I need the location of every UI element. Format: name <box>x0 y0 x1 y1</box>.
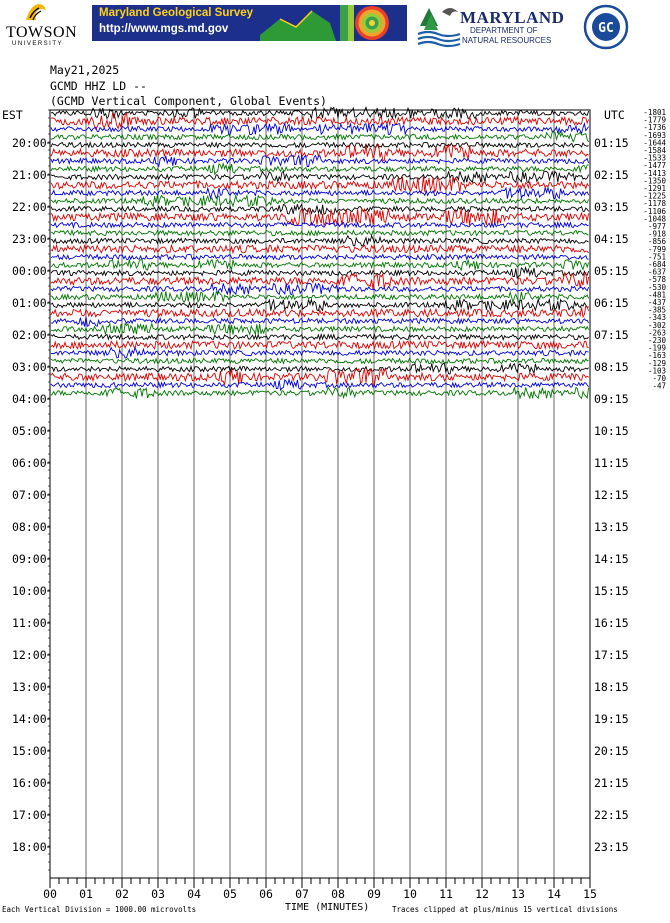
x-tick-label: 15 <box>583 887 597 901</box>
x-tick-label: 08 <box>331 887 345 901</box>
trace-offset-label: -103 <box>647 366 666 376</box>
trace-offset-label: -918 <box>647 229 666 239</box>
est-hour-label: 17:00 <box>12 808 47 822</box>
seismic-trace <box>51 358 589 363</box>
trace-offset-label: -47 <box>652 381 666 391</box>
seismic-trace <box>51 299 589 310</box>
trace-offset-label: -163 <box>647 351 666 361</box>
x-tick-label: 12 <box>475 887 489 901</box>
scale-note: Each Vertical Division = 1000.00 microvolts <box>2 905 197 914</box>
est-hour-label: 21:00 <box>12 168 47 182</box>
est-hour-label: 10:00 <box>12 584 47 598</box>
est-hour-label: 13:00 <box>12 680 47 694</box>
seismic-trace <box>51 230 589 235</box>
seismic-trace <box>51 334 589 339</box>
trace-offset-label: -1644 <box>643 138 666 148</box>
x-tick-label: 00 <box>43 887 57 901</box>
est-hour-label: 15:00 <box>12 744 47 758</box>
utc-hour-label: 11:15 <box>594 456 629 470</box>
est-hour-label: 23:00 <box>12 232 47 246</box>
est-hour-label: 11:00 <box>12 616 47 630</box>
trace-offset-label: -1106 <box>643 206 666 216</box>
station-code: GCMD HHZ LD -- <box>50 79 147 93</box>
trace-offset-label: -70 <box>652 374 666 383</box>
towson-subtitle: UNIVERSITY <box>12 41 64 47</box>
trace-offset-label: -684 <box>647 260 666 269</box>
utc-hour-label: 22:15 <box>594 808 629 822</box>
x-tick-label: 06 <box>259 887 273 901</box>
seismic-trace <box>51 123 589 134</box>
utc-hour-label: 23:15 <box>594 840 629 854</box>
est-hour-label: 16:00 <box>12 776 47 790</box>
utc-hour-label: 16:15 <box>594 616 629 630</box>
utc-hour-label: 06:15 <box>594 296 629 310</box>
est-hour-label: 06:00 <box>12 456 47 470</box>
trace-offset-label: -1779 <box>643 115 666 125</box>
towson-name: TOWSON <box>6 24 78 41</box>
trace-offset-label: -578 <box>647 275 666 285</box>
trace-offset-label: -302 <box>647 320 666 330</box>
seismic-trace <box>51 188 589 199</box>
trace-offset-label: -1533 <box>643 153 666 163</box>
trace-offset-label: -199 <box>647 343 666 353</box>
trace-offset-label: -1477 <box>643 161 666 171</box>
trace-offset-label: -1291 <box>643 184 666 193</box>
trace-offset-label: -230 <box>647 336 666 345</box>
x-tick-label: 05 <box>223 887 237 901</box>
trace-offset-label: -1350 <box>643 176 666 186</box>
utc-hour-label: 13:15 <box>594 520 629 534</box>
trace-offset-label: -637 <box>647 267 666 277</box>
trace-offset-label: -385 <box>647 305 666 315</box>
x-tick-label: 07 <box>295 887 309 901</box>
x-tick-label: 10 <box>403 887 417 901</box>
right-axis-label: UTC <box>604 108 625 122</box>
left-axis-label: EST <box>2 108 23 122</box>
garrett-mark: GC <box>598 21 614 36</box>
utc-hour-label: 17:15 <box>594 648 629 662</box>
trace-offset-label: -856 <box>647 237 666 247</box>
seismic-trace <box>51 236 589 246</box>
utc-hour-label: 14:15 <box>594 552 629 566</box>
seismic-trace <box>51 317 589 327</box>
utc-hour-label: 10:15 <box>594 424 629 438</box>
trace-offset-label: -977 <box>647 222 666 231</box>
seismic-trace <box>51 164 589 175</box>
x-tick-label: 04 <box>187 887 201 901</box>
est-hour-label: 03:00 <box>12 360 47 374</box>
trace-offset-label: -799 <box>647 244 666 254</box>
est-hour-label: 08:00 <box>12 520 47 534</box>
est-hour-label: 22:00 <box>12 200 47 214</box>
utc-hour-label: 12:15 <box>594 488 629 502</box>
trace-offset-label: -343 <box>647 313 666 323</box>
station-description: (GCMD Vertical Component, Global Events) <box>50 94 327 108</box>
trace-offset-label: -263 <box>647 328 666 338</box>
mgs-url: http://www.mgs.md.gov <box>99 23 229 35</box>
record-date: May21,2025 <box>50 63 120 77</box>
utc-hour-label: 04:15 <box>594 232 629 246</box>
seismic-trace <box>51 156 589 167</box>
est-hour-label: 20:00 <box>12 136 47 150</box>
seismic-trace <box>51 387 589 398</box>
dnr-subtitle-2: NATURAL RESOURCES <box>462 36 552 45</box>
x-tick-label: 01 <box>79 887 93 901</box>
seismic-trace <box>51 369 589 386</box>
seismic-trace <box>51 268 589 279</box>
est-hour-label: 01:00 <box>12 296 47 310</box>
x-tick-label: 02 <box>115 887 129 901</box>
utc-hour-label: 01:15 <box>594 136 629 150</box>
seismic-trace <box>51 348 589 358</box>
utc-hour-label: 02:15 <box>594 168 629 182</box>
trace-offset-label: -481 <box>647 290 666 300</box>
utc-hour-label: 21:15 <box>594 776 629 790</box>
seismic-trace <box>51 341 589 349</box>
est-hour-label: 09:00 <box>12 552 47 566</box>
trace-offset-label: -1178 <box>643 199 666 209</box>
x-tick-label: 03 <box>151 887 165 901</box>
seismic-trace <box>51 245 589 253</box>
trace-offset-label: -1801 <box>643 108 666 117</box>
utc-hour-label: 15:15 <box>594 584 629 598</box>
trace-offset-label: -1584 <box>643 146 666 155</box>
seismic-trace <box>51 283 589 294</box>
utc-hour-label: 19:15 <box>594 712 629 726</box>
trace-offset-label: -1225 <box>643 191 666 201</box>
x-tick-label: 11 <box>439 887 453 901</box>
est-hour-label: 00:00 <box>12 264 47 278</box>
seismic-trace <box>51 380 589 391</box>
est-hour-label: 07:00 <box>12 488 47 502</box>
dnr-title: MARYLAND <box>460 8 565 27</box>
utc-hour-label: 07:15 <box>594 328 629 342</box>
est-hour-label: 12:00 <box>12 648 47 662</box>
x-tick-label: 14 <box>547 887 561 901</box>
trace-offset-label: -1736 <box>643 123 666 133</box>
mgs-title: Maryland Geological Survey <box>99 7 254 19</box>
seismic-trace <box>51 254 589 259</box>
x-axis-title: TIME (MINUTES) <box>285 902 370 913</box>
utc-hour-label: 03:15 <box>594 200 629 214</box>
seismic-trace <box>51 143 589 148</box>
utc-hour-label: 08:15 <box>594 360 629 374</box>
est-hour-label: 02:00 <box>12 328 47 342</box>
clip-note: Traces clipped at plus/minus 15 vertical divisions <box>392 905 618 914</box>
seismic-trace <box>51 291 589 302</box>
x-tick-label: 09 <box>367 887 381 901</box>
seismic-trace <box>51 145 589 161</box>
seismic-trace <box>51 363 589 374</box>
trace-offset-label: -530 <box>647 282 666 292</box>
trace-offset-label: -751 <box>647 252 666 262</box>
est-hour-label: 14:00 <box>12 712 47 726</box>
utc-hour-label: 18:15 <box>594 680 629 694</box>
trace-offset-label: -437 <box>647 298 666 307</box>
dnr-subtitle-1: DEPARTMENT OF <box>470 26 538 35</box>
seismic-trace <box>51 223 589 228</box>
utc-hour-label: 20:15 <box>594 744 629 758</box>
seismic-trace <box>51 259 589 270</box>
est-hour-label: 18:00 <box>12 840 47 854</box>
trace-offset-label: -1693 <box>643 130 666 140</box>
seismic-trace <box>51 107 589 118</box>
est-hour-label: 05:00 <box>12 424 47 438</box>
utc-hour-label: 05:15 <box>594 264 629 278</box>
seismic-trace <box>51 323 589 334</box>
trace-offset-label: -1413 <box>643 168 666 178</box>
seismic-trace <box>51 204 589 214</box>
utc-hour-label: 09:15 <box>594 392 629 406</box>
seismic-trace <box>51 171 589 182</box>
seismic-trace <box>51 132 589 142</box>
est-hour-label: 04:00 <box>12 392 47 406</box>
trace-offset-label: -129 <box>647 358 666 368</box>
trace-offset-label: -1048 <box>643 214 666 224</box>
x-tick-label: 13 <box>511 887 525 901</box>
